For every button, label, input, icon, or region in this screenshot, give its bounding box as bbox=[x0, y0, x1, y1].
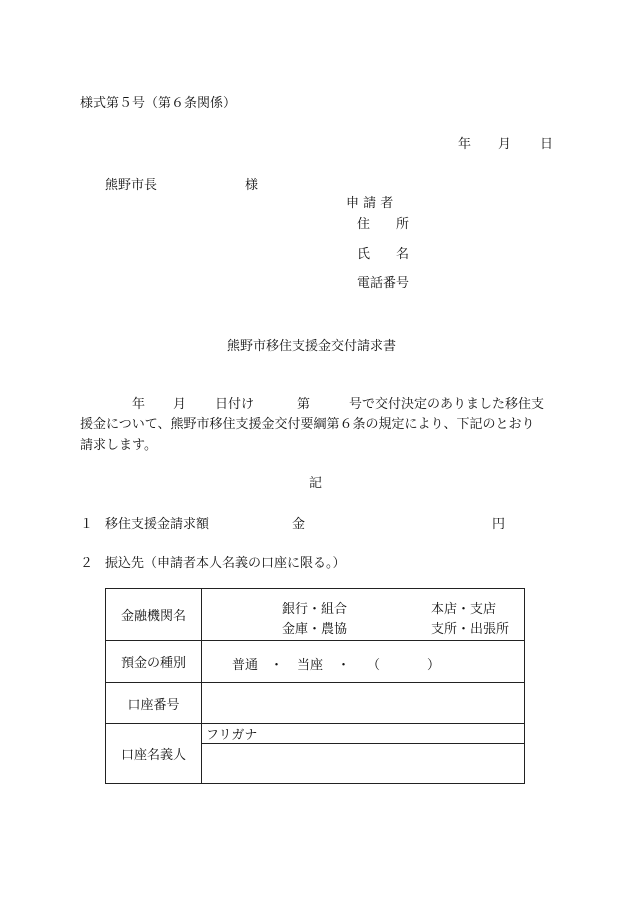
date-day-label: 日 bbox=[540, 137, 554, 152]
applicant-address-label: 住 所 bbox=[357, 217, 410, 232]
item2-number: ２ bbox=[80, 556, 94, 571]
deposit-futsu-option[interactable]: 普通 bbox=[232, 658, 259, 673]
applicant-name-label: 氏 名 bbox=[357, 247, 410, 262]
bank-name-label: 金融機関名 bbox=[106, 589, 202, 641]
date-year-label: 年 bbox=[458, 137, 472, 152]
item1-label: 移住支援金請求額 bbox=[105, 517, 210, 532]
account-number-label: 口座番号 bbox=[106, 683, 202, 724]
addressee-name: 熊野市長 bbox=[105, 178, 158, 193]
deposit-type-field[interactable] bbox=[202, 641, 525, 683]
form-number: 様式第５号（第６条関係） bbox=[80, 96, 237, 111]
deposit-separator-2: ・ bbox=[337, 658, 351, 673]
account-number-field[interactable] bbox=[202, 683, 525, 724]
account-holder-name-field[interactable] bbox=[202, 744, 525, 784]
account-holder-furigana-field[interactable]: フリガナ bbox=[202, 724, 525, 744]
date-month-label: 月 bbox=[498, 137, 512, 152]
bank-types-line2: 金庫・農協 bbox=[282, 622, 348, 637]
addressee-honorific: 様 bbox=[245, 178, 259, 193]
applicant-phone-label: 電話番号 bbox=[357, 276, 410, 291]
branch-types-line1: 本店・支店 bbox=[431, 602, 497, 617]
deposit-other-paren-close: ） bbox=[427, 658, 441, 673]
bank-account-table bbox=[105, 588, 525, 784]
deposit-separator-1: ・ bbox=[270, 658, 284, 673]
branch-types-line2: 支所・出張所 bbox=[431, 622, 510, 637]
body-dai: 第 bbox=[297, 397, 311, 412]
deposit-other-paren-open: （ bbox=[367, 658, 381, 673]
deposit-type-label: 預金の種別 bbox=[106, 641, 202, 683]
bank-name-field[interactable] bbox=[202, 589, 525, 641]
body-month: 月 bbox=[173, 397, 187, 412]
body-day: 日付け bbox=[215, 397, 255, 412]
body-line3: 請求します。 bbox=[80, 438, 157, 453]
deposit-toza-option[interactable]: 当座 bbox=[297, 658, 324, 673]
body-line1-rest: 号で交付決定のありました移住支 bbox=[349, 397, 545, 412]
ki-heading: 記 bbox=[309, 476, 323, 491]
body-line2: 援金について、熊野市移住支援金交付要綱第６条の規定により、下記のとおり bbox=[80, 417, 535, 432]
body-year: 年 bbox=[132, 397, 146, 412]
document-title: 熊野市移住支援金交付請求書 bbox=[227, 339, 397, 354]
bank-types-line1: 銀行・組合 bbox=[282, 602, 348, 617]
item2-label: 振込先（申請者本人名義の口座に限る。） bbox=[105, 556, 346, 571]
item1-kin: 金 bbox=[292, 517, 306, 532]
item1-yen: 円 bbox=[492, 517, 506, 532]
item1-number: １ bbox=[80, 517, 94, 532]
applicant-heading: 申 請 者 bbox=[346, 196, 394, 211]
account-holder-label: 口座名義人 bbox=[106, 724, 202, 784]
